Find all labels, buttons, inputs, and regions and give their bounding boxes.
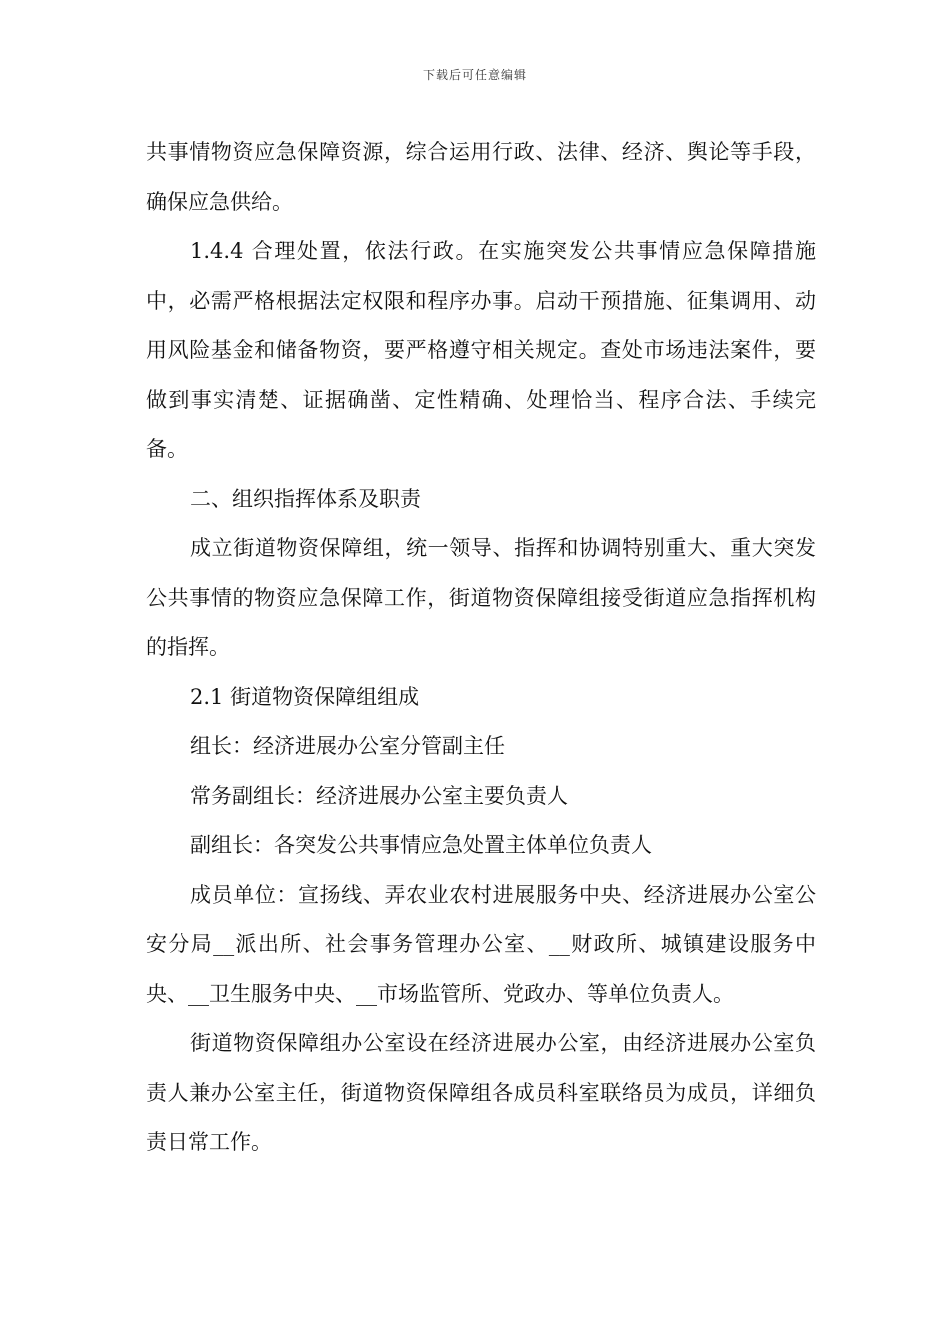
document-body xyxy=(146,128,816,1168)
paragraph-group-leader: 组长：经济进展办公室分管副主任 xyxy=(190,734,505,758)
paragraph-office: 街道物资保障组办公室设在经济进展办公室，由经济进展办公室负责人兼办公室主任，街道物资保障组各成员科室联络员为成员，详细负责日常工作。 xyxy=(146,1031,816,1154)
paragraph-1-4-4: 1.4.4 合理处置，依法行政。在实施突发公共事情应急保障措施中，必需严格根据法定权限和程序办事。启动干预措施、征集调用、动用风险基金和储备物资，要严格遵守相关规定。查处市场违法案件，要做到事实清楚、证据确凿、定性精确、处理恰当、程序合法、手续完备。 xyxy=(146,239,816,461)
paragraph-continuation: 共事情物资应急保障资源，综合运用行政、法律、经济、舆论等手段，确保应急供给。 xyxy=(146,140,816,214)
page-header-note: 下载后可任意编辑 xyxy=(422,68,527,82)
paragraph-member-units: 成员单位：宣扬线、弄农业农村进展服务中央、经济进展办公室公安分局__派出所、社会事务管理办公室、__财政所、城镇建设服务中央、__卫生服务中央、__市场监管所、党政办、等单位负责人。 xyxy=(146,882,816,1006)
section-heading-2: 二、组织指挥体系及职责 xyxy=(190,486,421,511)
subsection-heading-2-1: 2.1 街道物资保障组组成 xyxy=(190,684,420,709)
paragraph-executive-deputy: 常务副组长：经济进展办公室主要负责人 xyxy=(190,783,568,808)
paragraph-deputy-leader: 副组长：各突发公共事情应急处置主体单位负责人 xyxy=(190,833,652,857)
paragraph-establish-group: 成立街道物资保障组，统一领导、指挥和协调特别重大、重大突发公共事情的物资应急保障工作，街道物资保障组接受街道应急指挥机构的指挥。 xyxy=(146,536,816,659)
